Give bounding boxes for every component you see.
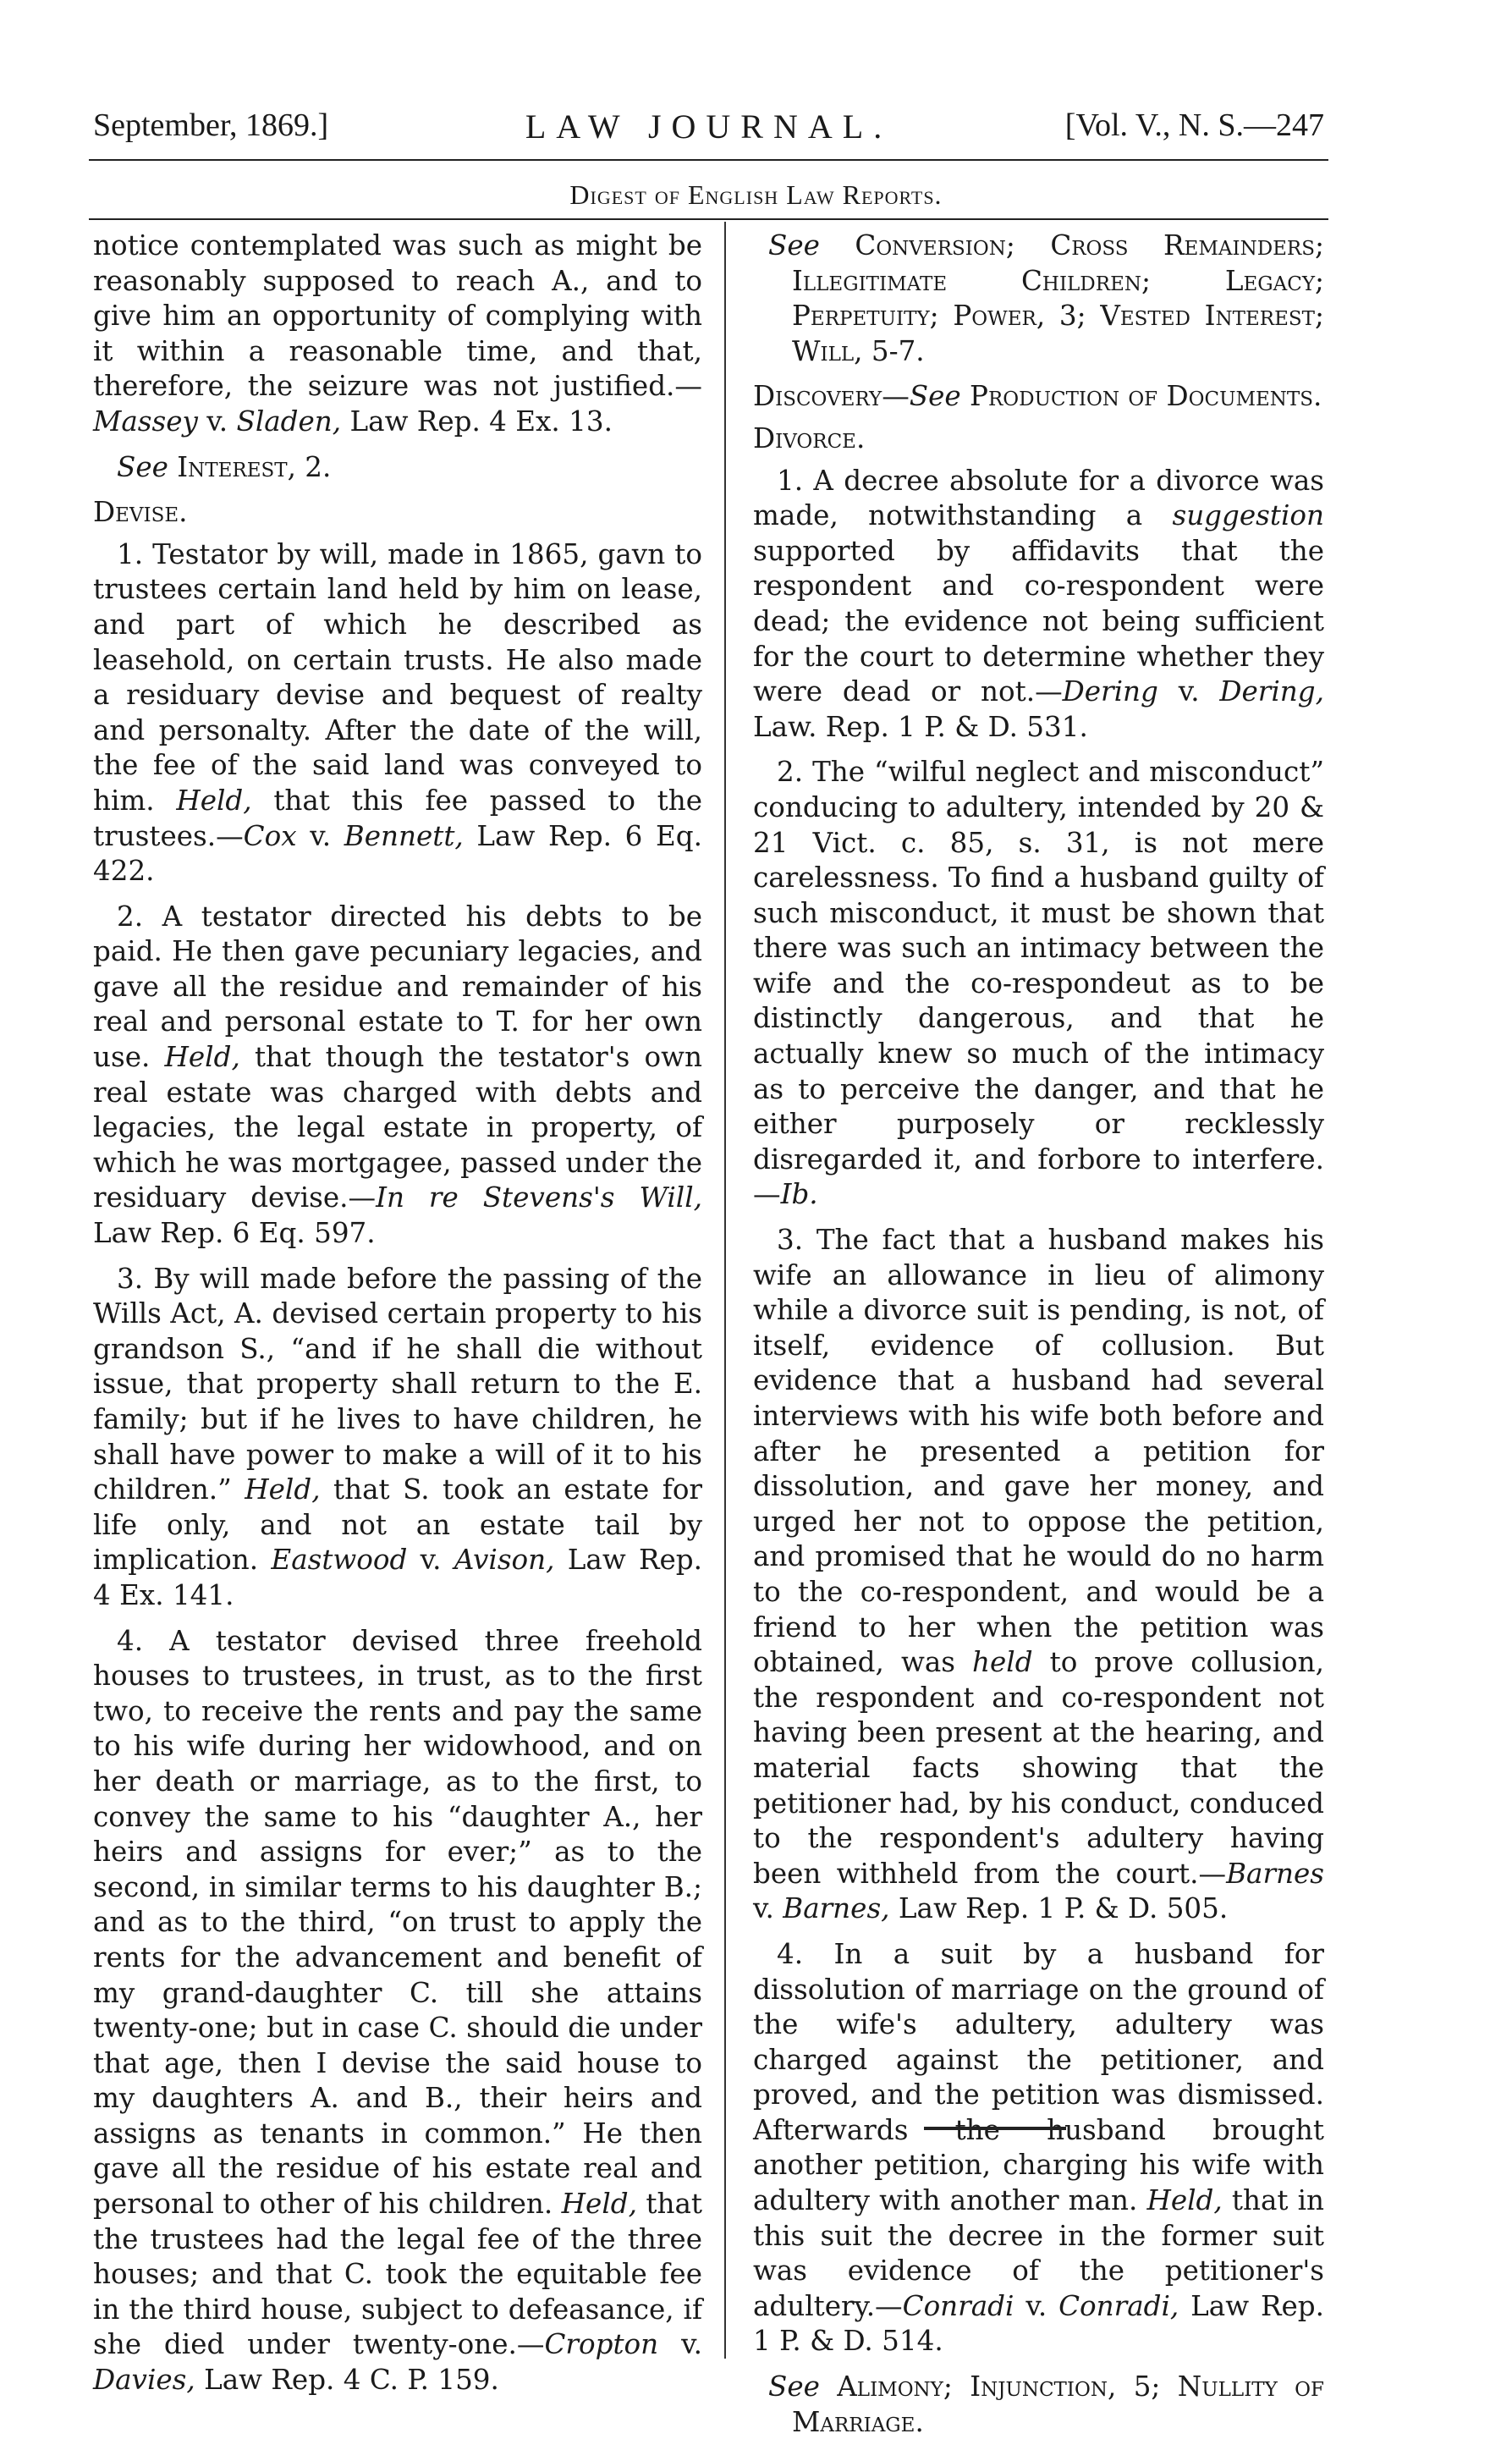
header-volume-page: [Vol. V., N. S.—247 — [1064, 107, 1324, 143]
divorce-entry-4: 4. In a suit by a husband for dissolution of marriage on the ground of the wife's adultery, adultery was charged against the petitioner, and proved, and the petition was dismissed. Afterwards the husband brought another petition, charging his wife with adultery with another man. Held, that in this suit the decree in the former suit was evidence of the petitioner's adultery.—Conradi v. Conradi, Law Rep. 1 P. & D. 514. — [753, 1937, 1324, 2358]
left-column — [93, 228, 702, 2409]
cross-reference-block: See Conversion; Cross Remainders; Illegitimate Children; Legacy; Perpetuity; Power, 3; Vested Interest; Will, 5-7. — [768, 229, 1324, 367]
header-rule — [89, 159, 1328, 161]
paragraph-continuation: notice contemplated was such as might be reasonably supposed to reach A., and to give him an opportunity of complying with it within a reasonable time, and that, therefore, the seizure was not justified.—Massey v. Sladen, Law Rep. 4 Ex. 13. — [93, 229, 702, 438]
devise-entry-3: 3. By will made before the passing of the Wills Act, A. devised certain property to his grandson S., “and if he shall die without issue, that property shall return to the E. family; but if he lives to have children, he shall have power to make a will of it to his children.” Held, that S. took an estate for life only, and not an estate tail by implication. Eastwood v. Avison, Law Rep. 4 Ex. 141. — [93, 1262, 703, 1611]
header-journal-title: LAW JOURNAL. — [525, 107, 893, 146]
running-header — [93, 107, 1324, 154]
heading-discovery: Discovery—See Production of Documents. — [753, 380, 1322, 413]
divorce-entry-3: 3. The fact that a husband makes his wife an allowance in lieu of alimony while a divorce suit is pending, is not, of itself, evidence of collusion. But evidence that a husband had several interviews with his wife both before and after he presented a petition for dissolution, and gave her money, and urged her not to oppose the petition, and promised that he would do no harm to the co-respondent, and would be a friend to her when the petition was obtained, was held to prove collusion, the respondent and co-respondent not having been present at the hearing, and material facts showing that the petitioner had, by his conduct, conduced to the respondent's adultery having been withheld from the court.—Barnes v. Barnes, Law Rep. 1 P. & D. 505. — [753, 1224, 1324, 1925]
heading-devise: Devise. — [93, 496, 188, 529]
section-end-rule — [924, 2127, 1066, 2130]
heading-divorce: Divorce. — [753, 421, 866, 454]
divorce-entry-2: 2. The “wilful neglect and misconduct” conducing to adultery, intended by 20 & 21 Vict. c. 85, s. 31, is not mere carelessness. To find a husband guilty of such misconduct, it must be shown that there was such an intimacy between the wife and the co-respondeut as to be distinctly dangerous, and that he actually knew so much of the intimacy as to perceive the danger, and that he either purposely or recklessly disregarded it, and forbore to interfere.—Ib. — [753, 756, 1324, 1211]
divorce-entry-1: 1. A decree absolute for a divorce was made, notwithstanding a suggestion supported by affidavits that the respondent and co-respondent were dead; the evidence not being sufficient for the court to determine whether they were dead or not.—Dering v. Dering, Law. Rep. 1 P. & D. 531. — [753, 464, 1324, 743]
header-date: September, 1869.] — [93, 107, 329, 143]
section-title: Digest of English Law Reports. — [569, 179, 943, 210]
devise-entry-4: 4. A testator devised three freehold houses to trustees, in trust, as to the first two, to receive the rents and pay the same to his wife during her widowhood, and on her death or marriage, as to the first, to convey the same to his “daughter A., her heirs and assigns for ever;” as to the second, in similar terms to his daughter B.; and as to the third, “on trust to apply the rents for the advancement and benefit of my grand-daughter C. till she attains twenty-one; but in case C. should die under that age, then I devise the said house to my daughters A. and B., their heirs and assigns as tenants in common.” He then gave all the residue of his estate real and personal to other of his children. Held, that the trustees had the legal fee of the three houses; and that C. took the equitable fee in the third house, subject to defeasance, if she died under twenty-one.—Cropton v. Davies, Law Rep. 4 C. P. 159. — [93, 1624, 702, 2397]
cross-reference-end: See Alimony; Injunction, 5; Nullity of Marriage. — [768, 2370, 1324, 2438]
column-divider — [724, 222, 726, 2359]
devise-entry-1: 1. Testator by will, made in 1865, gavn to trustees certain land held by him on lease, and part of which he described as leasehold, on certain trusts. He also made a residuary devise and bequest of realty and personalty. After the date of the will, the fee of the said land was conveyed to him. Held, that this fee passed to the trustees.—Cox v. Bennett, Law Rep. 6 Eq. 422. — [93, 537, 702, 888]
right-column — [753, 228, 1324, 2450]
devise-entry-2: 2. A testator directed his debts to be paid. He then gave pecuniary legacies, and gave all the residue and remainder of his real and personal estate to T. for her own use. Held, that though the testator's own real estate was charged with debts and legacies, the legal estate in property, of which he was mortgagee, passed under the residuary devise.—In re Stevens's Will, Law Rep. 6 Eq. 597. — [93, 900, 702, 1250]
subtitle-rule — [89, 218, 1328, 220]
cross-reference: See Interest, 2. — [117, 450, 332, 483]
